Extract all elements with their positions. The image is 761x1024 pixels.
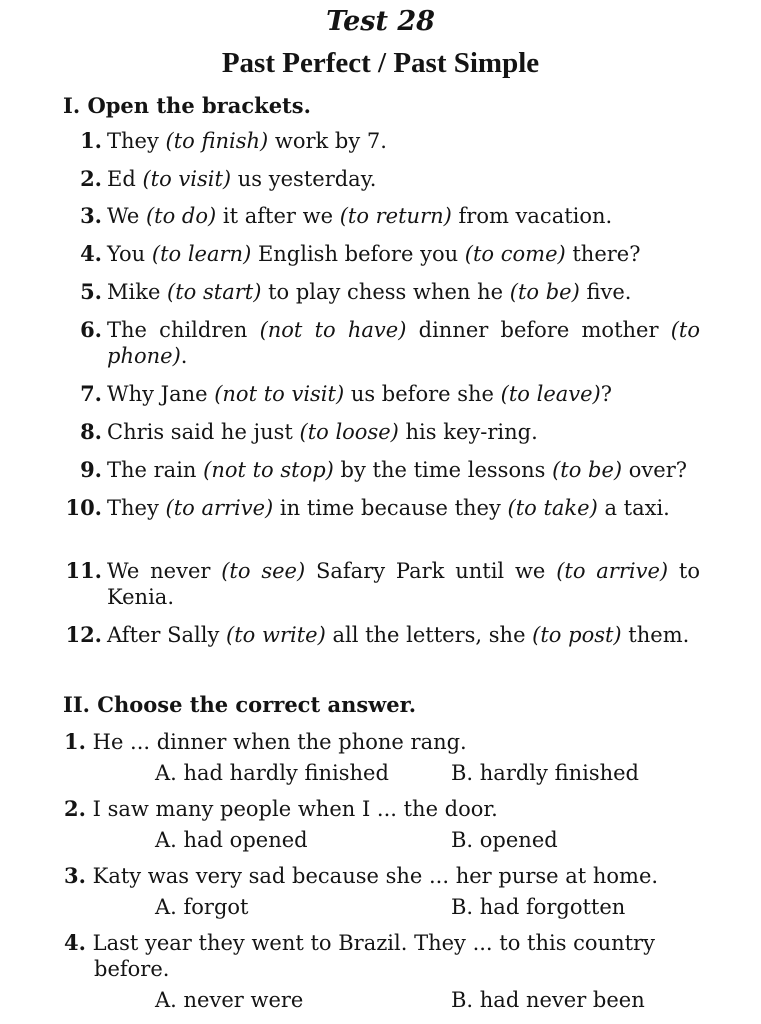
- verb-prompt: (to see): [221, 559, 306, 583]
- item-text-fragment: They: [107, 129, 166, 153]
- item-text-fragment: Chris said he just: [107, 420, 300, 444]
- item-text-fragment: us before she: [344, 382, 501, 406]
- item-number: 9.: [80, 457, 102, 482]
- item-text-fragment: there?: [565, 242, 641, 266]
- item-text-fragment: We never: [107, 559, 222, 583]
- item-text: [107, 381, 700, 407]
- question-text: Katy was very sad because she ... her purse at home.: [92, 864, 659, 888]
- item-text: [107, 495, 700, 521]
- verb-prompt: (to start): [167, 280, 262, 304]
- item-text-fragment: ?: [600, 382, 613, 406]
- item-text-fragment: The rain: [107, 458, 204, 482]
- question: [64, 729, 700, 755]
- item-text: [107, 128, 700, 154]
- item-text-fragment: Why Jane: [107, 382, 215, 406]
- verb-prompt: (to be): [552, 458, 623, 482]
- verb-prompt: (to arrive): [165, 496, 274, 520]
- item-number: 5.: [80, 279, 102, 304]
- answer-option-b[interactable]: B. opened: [451, 828, 558, 852]
- item-text-fragment: We: [107, 204, 146, 228]
- item-text-fragment: five.: [579, 280, 632, 304]
- item-text-fragment: all the letters, she: [325, 623, 533, 647]
- question-line: [64, 930, 700, 982]
- item-text-fragment: a taxi.: [597, 496, 670, 520]
- item-text-fragment: Mike: [107, 280, 168, 304]
- item-number: 6.: [80, 317, 102, 342]
- question: [64, 863, 700, 889]
- item-text: [107, 622, 700, 648]
- exercise-item: [64, 495, 700, 521]
- page-title: Past Perfect / Past Simple: [221, 47, 540, 79]
- item-text: [107, 317, 700, 369]
- question-text: He ... dinner when the phone rang.: [92, 730, 467, 754]
- verb-prompt: (to finish): [165, 129, 269, 153]
- item-text: [107, 166, 700, 192]
- item-text: [107, 203, 700, 229]
- answer-option-a[interactable]: A. never were: [155, 988, 304, 1012]
- question-text: Last year they went to Brazil. They ... to this country before.: [92, 931, 655, 981]
- exercise-item: [64, 622, 700, 648]
- exercise-item: [64, 203, 700, 229]
- verb-prompt: (to visit): [142, 167, 232, 191]
- exercise-item: [64, 166, 700, 192]
- verb-prompt: (to do): [145, 204, 217, 228]
- question: [64, 930, 700, 982]
- exercise-item: [64, 241, 700, 267]
- item-text-fragment: from vacation.: [451, 204, 613, 228]
- question-text: I saw many people when I ... the door.: [92, 797, 498, 821]
- item-number: 4.: [80, 241, 102, 266]
- question: [64, 796, 700, 822]
- exercise-item: [64, 381, 700, 407]
- item-text: [107, 279, 700, 305]
- item-text-fragment: English before you: [251, 242, 465, 266]
- item-text-fragment: his key-ring.: [398, 420, 538, 444]
- verb-prompt: (not to stop): [203, 458, 334, 482]
- item-text-fragment: Safary Park until we: [305, 559, 557, 583]
- question-line: [64, 729, 700, 755]
- item-text-fragment: in time because they: [273, 496, 508, 520]
- item-text-fragment: us yesterday.: [231, 167, 377, 191]
- verb-prompt: (to leave): [500, 382, 601, 406]
- item-number: 2.: [80, 166, 102, 191]
- item-text-fragment: by the time lessons: [333, 458, 553, 482]
- answer-option-b[interactable]: B. had never been: [451, 988, 645, 1012]
- section-2-heading: II. Choose the correct answer.: [63, 692, 417, 717]
- answer-option-a[interactable]: A. had hardly finished: [155, 761, 389, 785]
- item-text-fragment: it after we: [216, 204, 340, 228]
- verb-prompt: (to arrive): [556, 559, 669, 583]
- section-1-heading: I. Open the brackets.: [63, 93, 311, 118]
- verb-prompt: (to come): [464, 242, 566, 266]
- exercise-item: [64, 317, 700, 369]
- question-number: 2.: [64, 796, 86, 821]
- verb-prompt: (to return): [339, 204, 452, 228]
- exercise-item: [64, 279, 700, 305]
- question-number: 4.: [64, 930, 86, 955]
- verb-prompt: (not to visit): [214, 382, 345, 406]
- item-text-fragment: to play chess when he: [261, 280, 510, 304]
- item-text-fragment: You: [107, 242, 152, 266]
- exercise-item: [64, 558, 700, 610]
- item-text: [107, 419, 700, 445]
- question-number: 3.: [64, 863, 86, 888]
- item-text-fragment: Ed: [107, 167, 143, 191]
- item-text-fragment: After Sally: [107, 623, 227, 647]
- answer-option-b[interactable]: B. had forgotten: [451, 895, 626, 919]
- verb-prompt: (not to have): [259, 318, 407, 342]
- item-number: 7.: [80, 381, 102, 406]
- verb-prompt: (to write): [226, 623, 326, 647]
- answer-option-b[interactable]: B. hardly finished: [451, 761, 639, 785]
- item-number: 12.: [65, 622, 102, 647]
- answer-option-a[interactable]: A. had opened: [155, 828, 308, 852]
- exercise-item: [64, 457, 700, 483]
- verb-prompt: (to learn): [151, 242, 252, 266]
- verb-prompt: (to loose): [299, 420, 399, 444]
- test-label: Test 28: [326, 6, 435, 37]
- item-text-fragment: to Kenia.: [107, 559, 700, 609]
- exercise-item: [64, 419, 700, 445]
- verb-prompt: (to be): [509, 280, 580, 304]
- question-number: 1.: [64, 729, 86, 754]
- answer-option-a[interactable]: A. forgot: [155, 895, 249, 919]
- question-line: [64, 863, 700, 889]
- item-number: 1.: [80, 128, 102, 153]
- item-text-fragment: They: [107, 496, 166, 520]
- verb-prompt: (to phone): [107, 318, 700, 368]
- verb-prompt: (to take): [507, 496, 598, 520]
- item-text-fragment: over?: [622, 458, 688, 482]
- item-number: 8.: [80, 419, 102, 444]
- exercise-item: [64, 128, 700, 154]
- item-text: [107, 241, 700, 267]
- item-number: 10.: [65, 495, 102, 520]
- item-number: 11.: [65, 558, 102, 583]
- item-text-fragment: The children: [107, 318, 260, 342]
- item-text-fragment: dinner before mother: [406, 318, 671, 342]
- item-text-fragment: them.: [621, 623, 690, 647]
- question-line: [64, 796, 700, 822]
- item-text: [107, 558, 700, 610]
- item-number: 3.: [80, 203, 102, 228]
- item-text: [107, 457, 700, 483]
- item-text-fragment: .: [180, 344, 188, 368]
- item-text-fragment: work by 7.: [268, 129, 387, 153]
- verb-prompt: (to post): [532, 623, 622, 647]
